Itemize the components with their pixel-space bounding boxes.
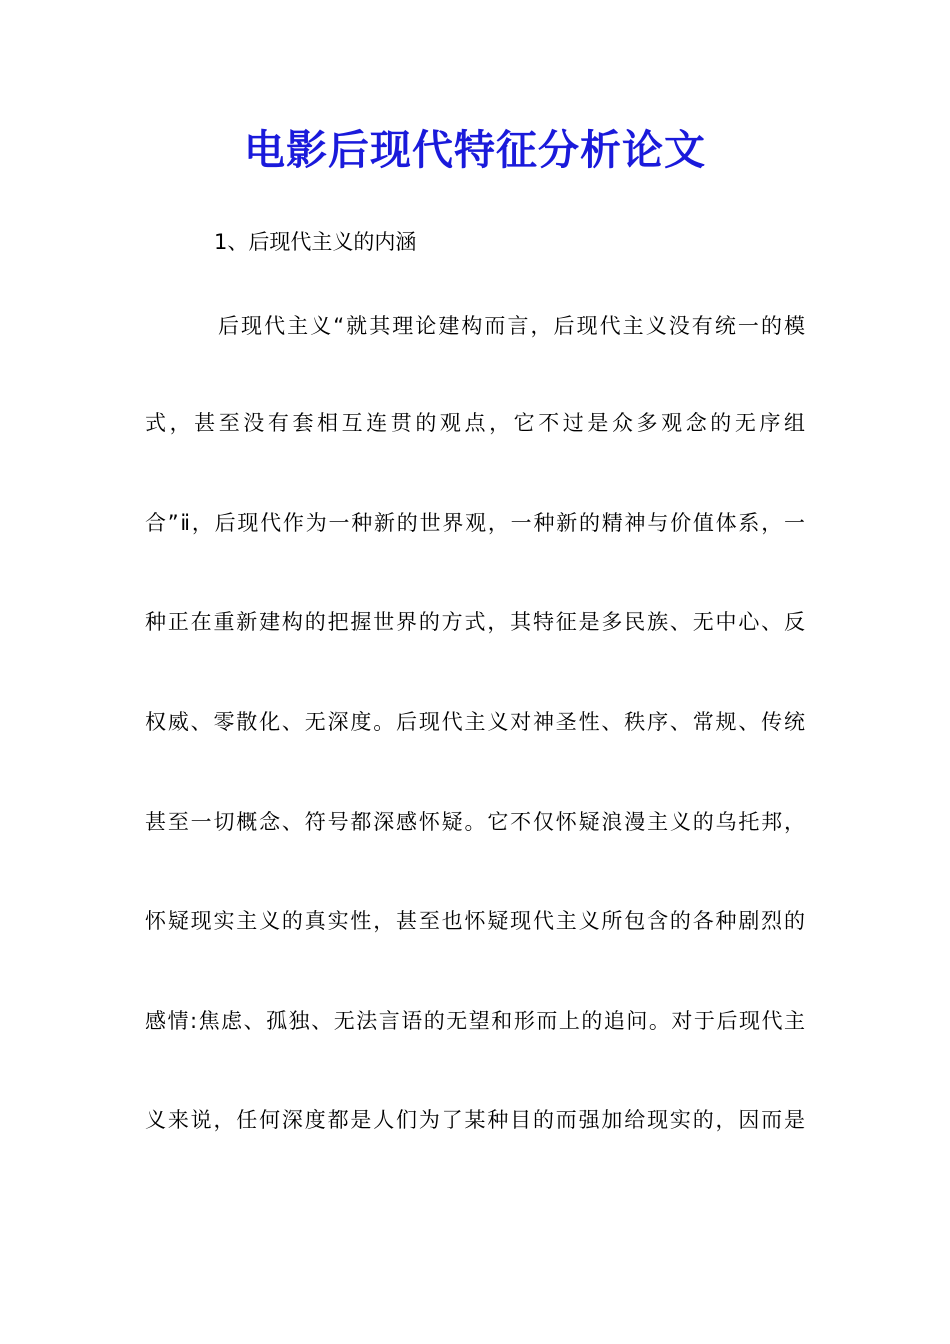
paragraph-line: 义来说，任何深度都是人们为了某种目的而强加给现实的，因而是: [145, 1108, 805, 1132]
paragraph-line: 甚至一切概念、符号都深感怀疑。它不仅怀疑浪漫主义的乌托邦，: [145, 810, 805, 834]
document-title: 电影后现代特征分析论文: [244, 126, 706, 174]
paragraph-line: 权威、零散化、无深度。后现代主义对神圣性、秩序、常规、传统: [145, 710, 805, 734]
section-heading: 1、后现代主义的内涵: [214, 230, 417, 254]
paragraph-line: 合”ⅱ，后现代作为一种新的世界观，一种新的精神与价值体系，一: [145, 511, 805, 535]
paragraph-line: 怀疑现实主义的真实性，甚至也怀疑现代主义所包含的各种剧烈的: [145, 909, 805, 933]
paragraph-line: 后现代主义“就其理论建构而言，后现代主义没有统一的模: [218, 314, 805, 338]
paragraph-line: 式，甚至没有套相互连贯的观点，它不过是众多观念的无序组: [145, 411, 805, 435]
paragraph-line: 种正在重新建构的把握世界的方式，其特征是多民族、无中心、反: [145, 610, 805, 634]
paragraph-line: 感情:焦虑、孤独、无法言语的无望和形而上的追问。对于后现代主: [145, 1009, 805, 1033]
